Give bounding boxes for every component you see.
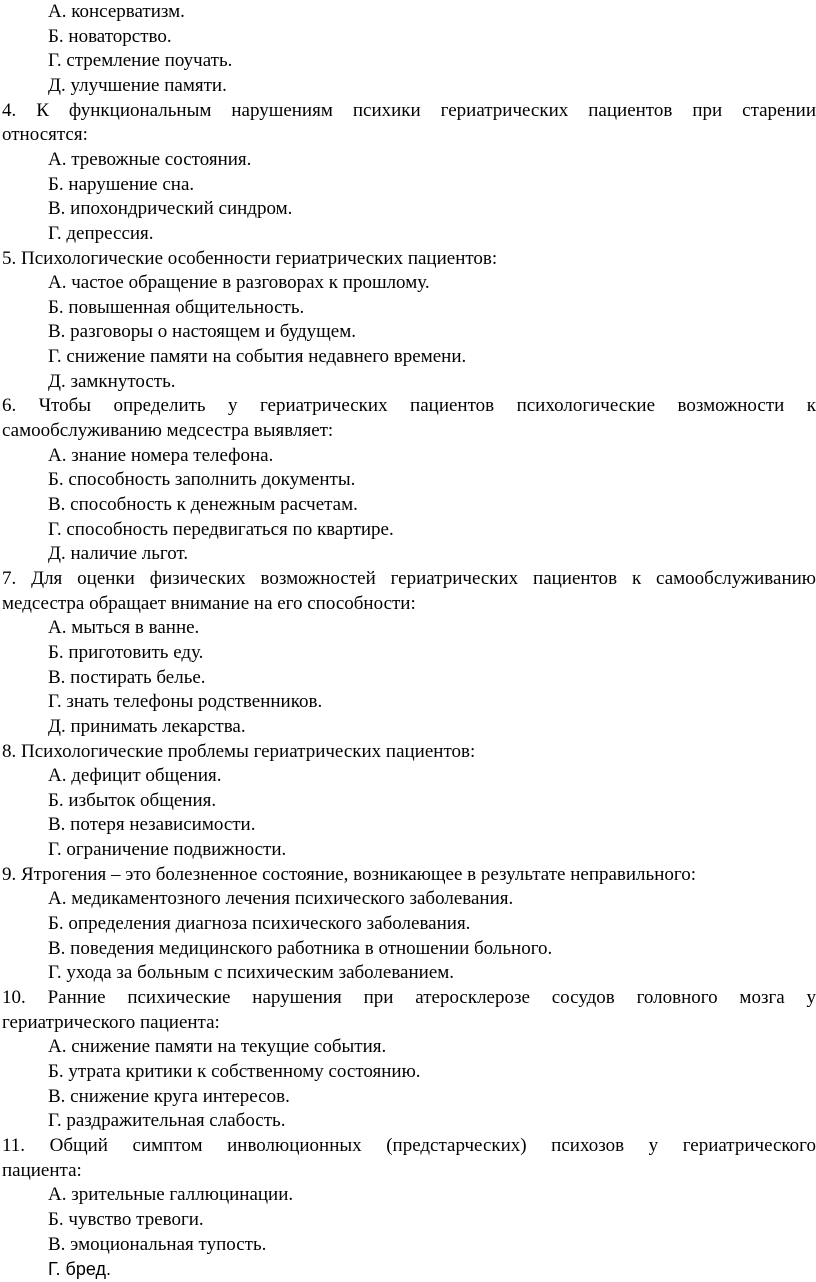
answer-option: Г. ухода за больным с психическим заболеванием. [48,962,455,984]
answer-option: А. дефицит общения. [48,765,222,787]
answer-option: А. снижение памяти на текущие события. [48,1036,387,1058]
question-text: относятся: [2,124,88,146]
question-text: 4. К функциональным нарушениям психики гериатрических пациентов при старении [2,99,816,121]
answer-option: Б. нарушение сна. [48,173,195,195]
answer-option: А. тревожные состояния. [48,148,252,170]
answer-option: В. поведения медицинского работника в отношении больного. [48,937,553,959]
answer-option: Б. определения диагноза психического заболевания. [48,913,471,934]
answer-option: В. постирать белье. [48,666,206,688]
answer-option: В. эмоциональная тупость. [48,1233,267,1255]
answer-option: Д. принимать лекарства. [48,715,246,737]
answer-option: Г. раздражительная слабость. [48,1110,286,1132]
answer-option: Д. замкнутость. [48,370,176,392]
question-text: 8. Психологические проблемы гериатрических пациентов: [2,740,476,762]
answer-option: Г. способность передвигаться по квартире. [48,518,394,540]
answer-option: А. медикаментозного лечения психического заболевания. [48,888,514,910]
question-text: 6. Чтобы определить у гериатрических пациентов психологические возможности к [2,395,816,417]
question-text: 9. Ятрогения – это болезненное состояние, возникающее в результате неправильного: [2,863,696,885]
answer-option: Б. избыток общения. [48,789,217,811]
answer-option: Г. снижение памяти на события недавнего времени. [48,346,467,368]
answer-option: Г. ограничение подвижности. [48,839,287,861]
answer-option: А. мыться в ванне. [48,617,200,639]
answer-option: В. ипохондрический синдром. [48,198,293,220]
answer-option: А. консерватизм. [48,1,185,22]
answer-option: А. частое обращение в разговорах к прошлому. [48,272,430,294]
answer-option: Б. утрата критики к собственному состоянию. [48,1061,421,1082]
answer-option: А. знание номера телефона. [48,444,274,466]
answer-option: В. способность к денежным расчетам. [48,494,358,515]
question-text: медсестра обращает внимание на его способности: [2,592,416,614]
answer-option: Д. наличие льгот. [48,543,189,565]
answer-option: А. зрительные галлюцинации. [48,1184,294,1206]
question-text: 10. Ранние психические нарушения при атеросклерозе сосудов головного мозга у [2,987,816,1008]
answer-option: Г. знать телефоны родственников. [48,691,323,713]
question-text: самообслуживанию медсестра выявляет: [2,420,334,441]
answer-option: Б. повышенная общительность. [48,296,305,318]
question-text: 5. Психологические особенности гериатрических пациентов: [2,247,498,269]
question-text: 7. Для оценки физических возможностей гериатрических пациентов к самообслуживанию [2,567,816,589]
answer-option: Б. чувство тревоги. [48,1208,204,1230]
answer-option: Г. депрессия. [48,222,154,244]
question-text: гериатрического пациента: [2,1011,220,1033]
answer-option: В. потеря независимости. [48,814,256,836]
answer-option: Б. новаторство. [48,25,172,47]
question-text: 11. Общий симптом инволюционных (предстарческих) психозов у гериатрического [2,1134,816,1156]
answer-option: Д. улучшение памяти. [48,74,227,96]
answer-option: Г. стремление поучать. [48,50,233,72]
answer-option: Б. способность заполнить документы. [48,469,356,491]
answer-option: Б. приготовить еду. [48,641,204,663]
question-text: пациента: [2,1159,82,1181]
answer-option: В. разговоры о настоящем и будущем. [48,321,357,343]
answer-option: В. снижение круга интересов. [48,1085,290,1107]
answer-option: Г. бред. [48,1259,111,1280]
